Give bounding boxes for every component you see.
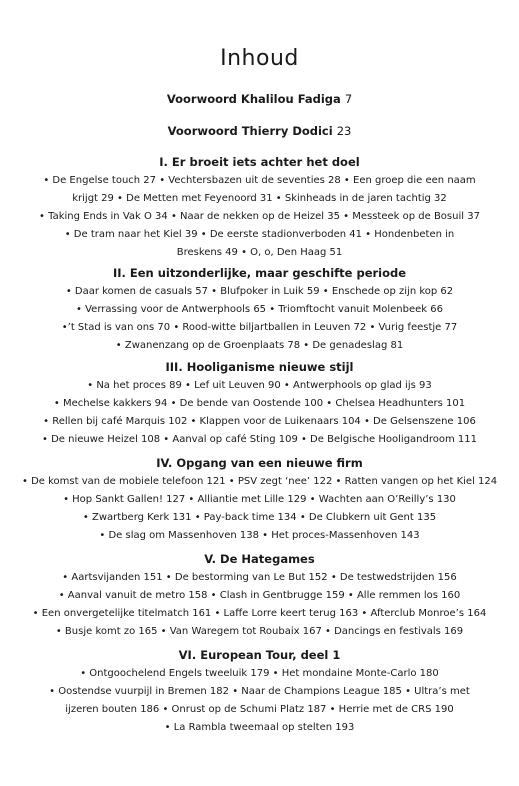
section-heading: II. Een uitzonderlijke, maar geschifte periode [112,266,407,280]
entry-line: • Een onvergetelijke titelmatch 161 • Laffe Lorre keert terug 163 • Afterclub Monroe’s 164 [32,608,487,619]
entry-line: • Zwartberg Kerk 131 • Pay-back time 134 • De Clubkern uit Gent 135 [82,512,437,523]
entry-line: • Hop Sankt Gallen! 127 • Alliantie met Lille 129 • Wachten aan O’Reilly’s 130 [63,494,456,505]
entry-line: • De Engelse touch 27 • Vechtersbazen uit de seventies 28 • Een groep die een naam [43,175,476,186]
entry-line: • Aartsvijanden 151 • De bestorming van Le But 152 • De testwedstrijden 156 [62,572,457,583]
entry-line: • De nieuwe Heizel 108 • Aanval op café Sting 109 • De Belgische Hooligandroom 111 [42,434,477,445]
entry-line: krijgt 29 • De Metten met Feyenoord 31 • Skinheads in de jaren tachtig 32 [72,193,447,204]
section-4 [22,456,497,545]
entry-line: • Oostendse vuurpijl in Bremen 182 • Naar de Champions League 185 • Ultra’s met [49,686,470,697]
entry-line: • De komst van de mobiele telefoon 121 • PSV zegt ‘nee’ 122 • Ratten vangen op het Kiel 124 [22,476,498,487]
entry-line: • De slag om Massenhoven 138 • Het proces-Massenhoven 143 [99,530,420,541]
entry-line: •’t Stad is van ons 70 • Rood-witte biljartballen in Leuven 72 • Vurig feestje 77 [61,322,458,333]
section-entries [22,473,497,545]
entry-line: • De tram naar het Kiel 39 • De eerste stadionverboden 41 • Hondenbeten in [64,229,455,240]
section-heading: V. De Hategames [204,552,315,566]
entry-line: Breskens 49 • O, o, Den Haag 51 [176,247,343,258]
section-entries [22,569,497,641]
section-1 [22,155,497,262]
foreword-entry [22,124,497,139]
section-heading: I. Er broeit iets achter het doel [159,155,360,169]
page-number: 7 [344,92,353,106]
entry-line: ijzeren bouten 186 • Onrust op de Schumi Platz 187 • Herrie met de CRS 190 [65,704,454,715]
entry-line: • Na het proces 89 • Lef uit Leuven 90 • Antwerphools op glad ijs 93 [87,380,432,391]
section-heading: IV. Opgang van een nieuwe firm [156,456,363,470]
section-entries [22,377,497,449]
entry-line: • La Rambla tweemaal op stelten 193 [164,722,355,733]
section-heading: VI. European Tour, deel 1 [178,648,341,662]
section-entries [22,172,497,262]
section-entries [22,665,497,737]
entry-line: • Busje komt zo 165 • Van Waregem tot Roubaix 167 • Dancings en festivals 169 [55,626,464,637]
entry-line: • Taking Ends in Vak O 34 • Naar de nekken op de Heizel 35 • Messteek op de Bosuil 37 [39,211,480,222]
entry-line: • Aanval vanuit de metro 158 • Clash in Gentbrugge 159 • Alle remmen los 160 [58,590,461,601]
foreword-entry [22,92,497,107]
entry-line: • Daar komen de casuals 57 • Blufpoker in Luik 59 • Enschede op zijn kop 62 [65,286,454,297]
entry-line: • Zwanenzang op de Groenplaats 78 • De genadeslag 81 [115,340,404,351]
foreword-label: Voorwoord Thierry Dodici [167,124,333,138]
entry-line: • Rellen bij café Marquis 102 • Klappen voor de Luikenaars 104 • De Gelsenszene 106 [43,416,476,427]
section-2 [22,266,497,355]
section-entries [22,283,497,355]
section-5 [22,552,497,641]
entry-line: • Verrassing voor de Antwerphools 65 • Triomftocht vanuit Molenbeek 66 [76,304,443,315]
section-heading: III. Hooliganisme nieuwe stijl [165,360,354,374]
entry-line: • Mechelse kakkers 94 • De bende van Oostende 100 • Chelsea Headhunters 101 [53,398,466,409]
section-3 [22,360,497,449]
section-6 [22,648,497,737]
page-title: Inhoud [220,46,299,71]
page-number: 23 [336,124,352,138]
entry-line: • Ontgoochelend Engels tweeluik 179 • Het mondaine Monte-Carlo 180 [80,668,439,679]
foreword-label: Voorwoord Khalilou Fadiga [166,92,341,106]
